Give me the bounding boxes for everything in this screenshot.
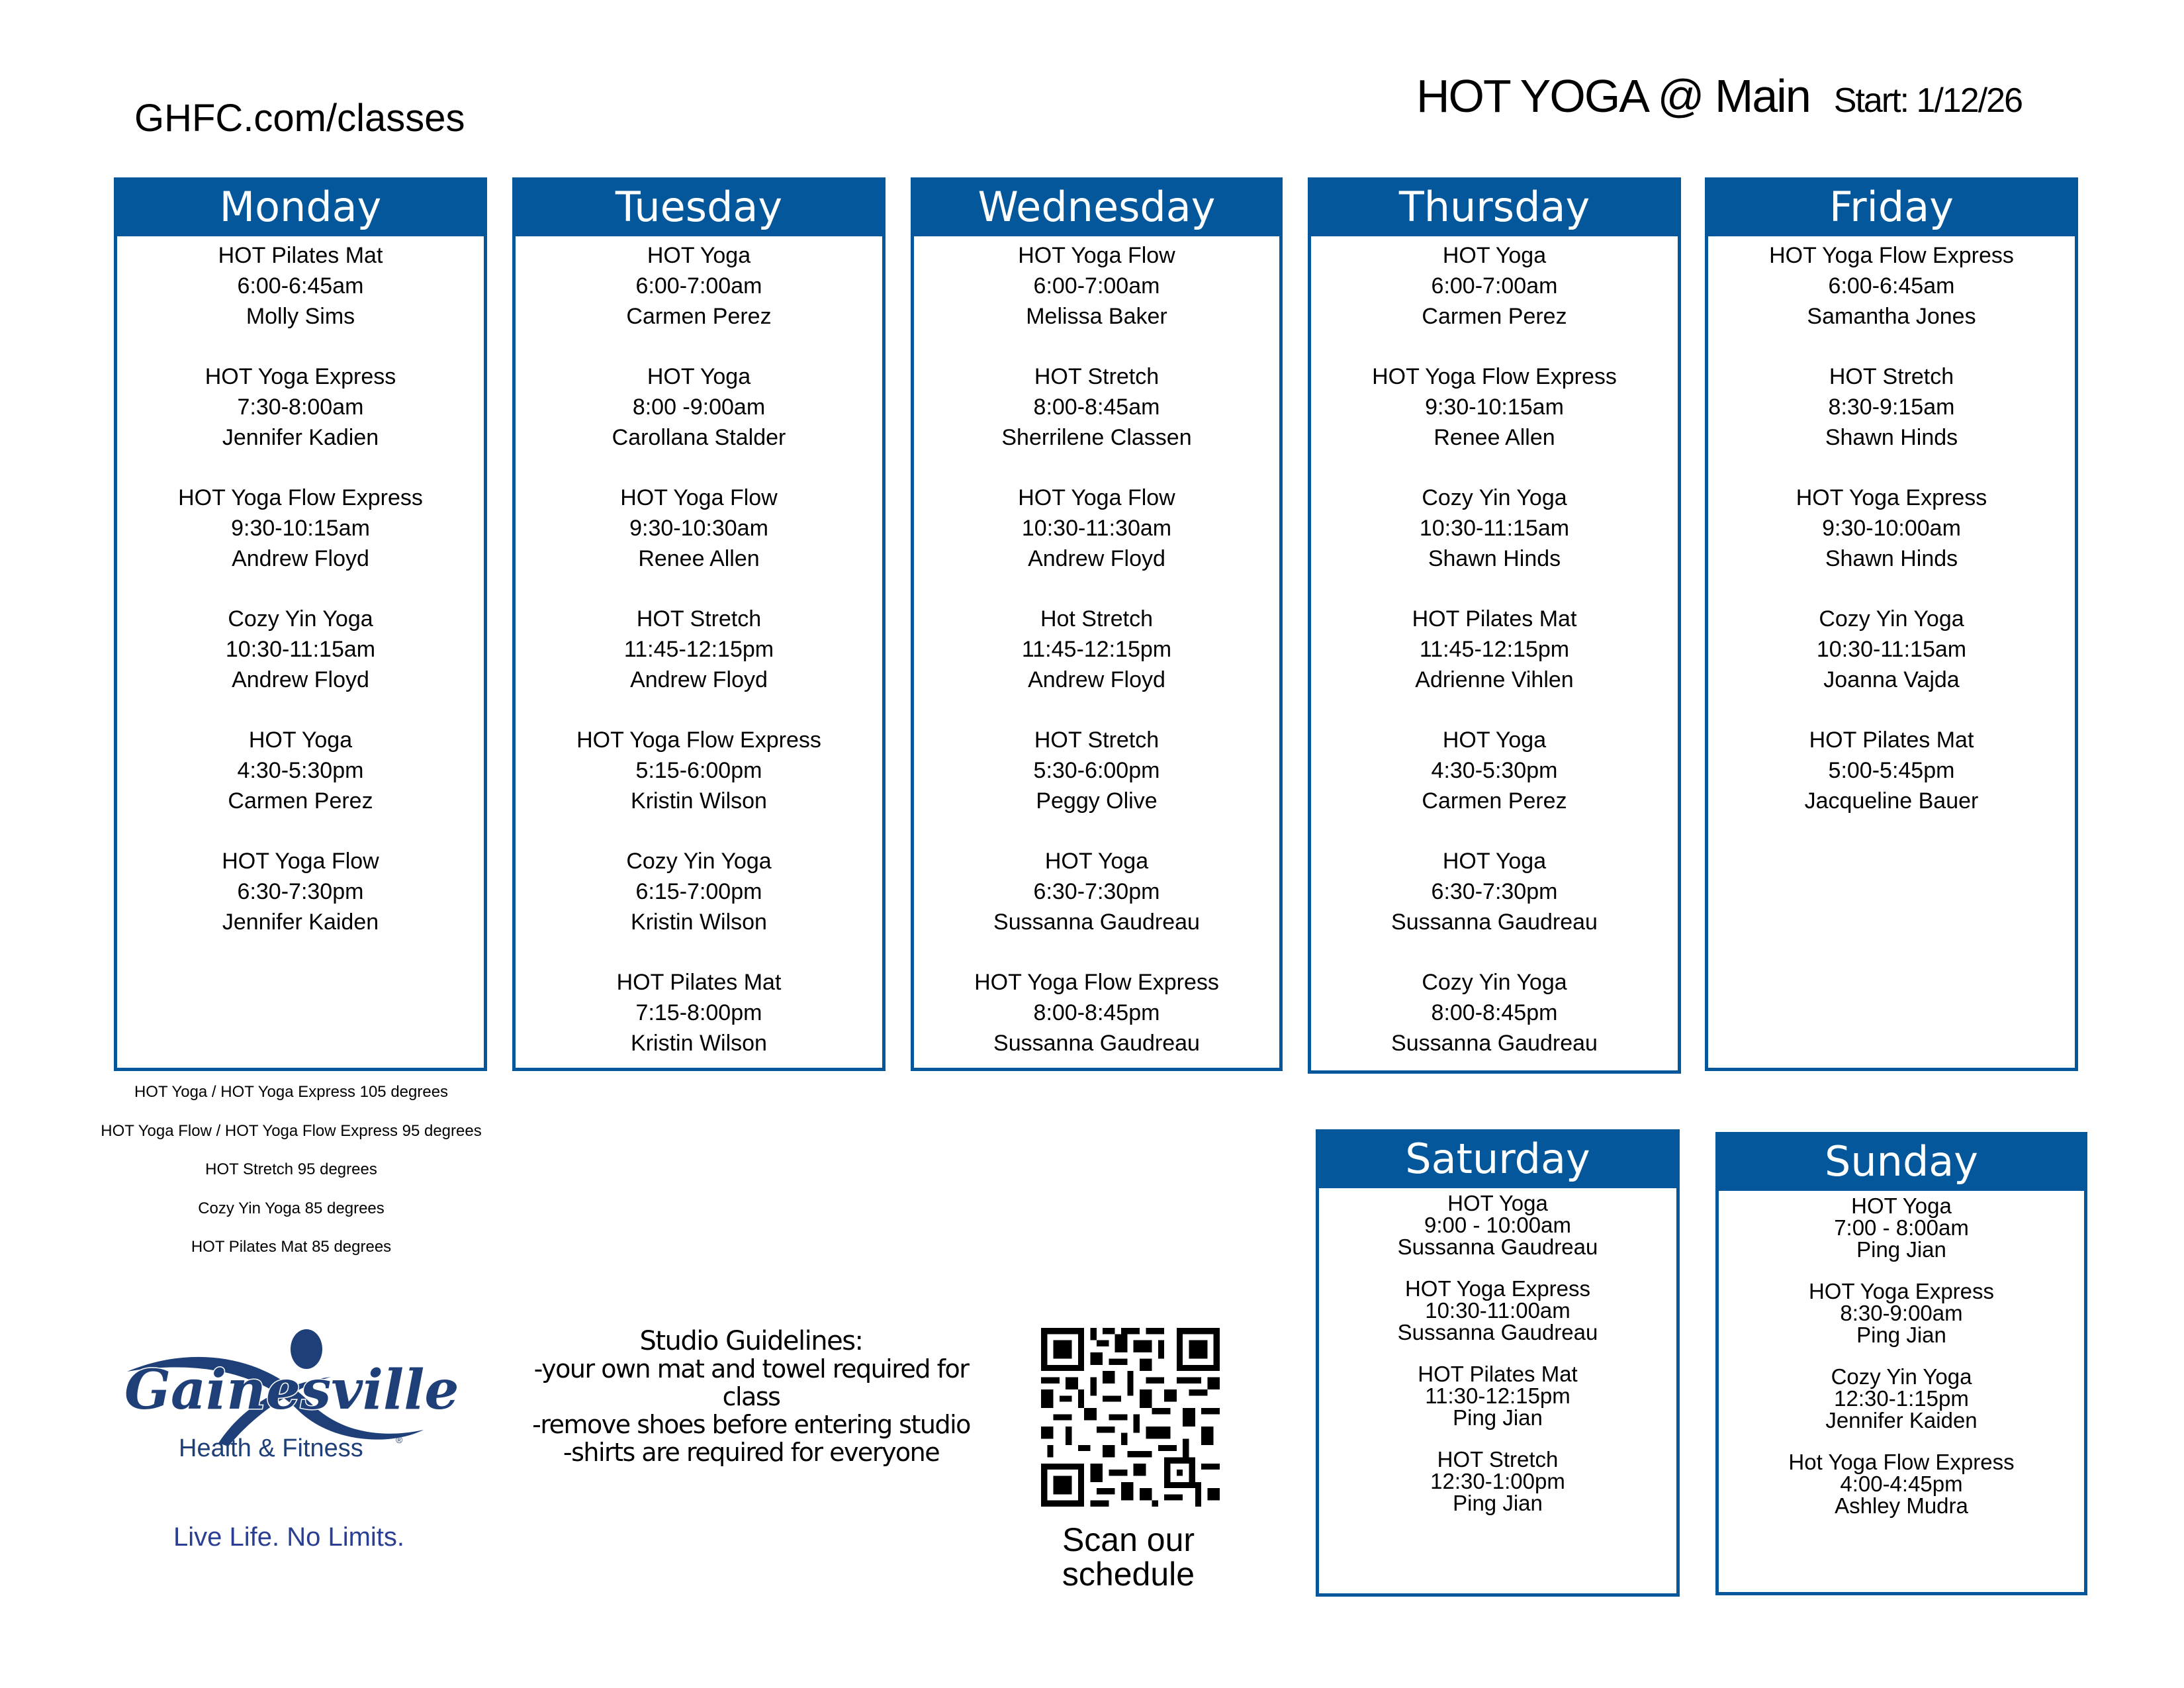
tagline: Live Life. No Limits. <box>173 1523 405 1552</box>
class-title: HOT Yoga Flow Express <box>178 485 423 510</box>
class-entry <box>1311 240 1678 332</box>
class-entry <box>914 967 1279 1058</box>
day-header: Sunday <box>1719 1135 2084 1191</box>
class-entry <box>1719 1451 2084 1517</box>
day-header: Friday <box>1708 181 2075 236</box>
class-instructor: Peggy Olive <box>1036 788 1158 814</box>
day-card-tuesday <box>512 177 886 1071</box>
class-instructor: Ping Jian <box>1453 1491 1543 1515</box>
guidelines-heading: Studio Guidelines: <box>639 1326 863 1356</box>
class-instructor: Sussanna Gaudreau <box>993 1031 1200 1056</box>
class-instructor: Renee Allen <box>1433 425 1555 450</box>
class-time: 10:30-11:00am <box>1425 1298 1570 1323</box>
class-title: HOT Yoga <box>647 243 751 268</box>
class-entry <box>1311 483 1678 574</box>
class-entry <box>1311 967 1678 1058</box>
class-list <box>1319 1188 1676 1514</box>
class-time: 10:30-11:15am <box>1816 637 1967 662</box>
class-instructor: Sussanna Gaudreau <box>1391 910 1598 935</box>
class-time: 5:15-6:00pm <box>635 758 762 783</box>
qr-caption <box>1032 1523 1224 1591</box>
class-entry <box>516 725 882 816</box>
class-entry <box>1708 361 2075 453</box>
class-title: Cozy Yin Yoga <box>1422 970 1567 995</box>
class-time: 7:15-8:00pm <box>635 1000 762 1025</box>
day-header: Thursday <box>1311 181 1678 236</box>
class-entry <box>1708 483 2075 574</box>
class-instructor: Jennifer Kaiden <box>1825 1408 1978 1432</box>
class-instructor: Ping Jian <box>1453 1405 1543 1430</box>
class-instructor: Jacqueline Bauer <box>1804 788 1979 814</box>
class-list <box>914 236 1279 1058</box>
day-header: Saturday <box>1319 1133 1676 1188</box>
temperature-item: HOT Stretch 95 degrees <box>205 1160 377 1178</box>
class-time: 7:00 - 8:00am <box>1834 1215 1969 1240</box>
figure-swoosh-icon <box>113 1324 483 1463</box>
class-entry <box>914 604 1279 695</box>
class-time: 6:15-7:00pm <box>635 879 762 904</box>
class-entry <box>914 725 1279 816</box>
temperature-item: HOT Yoga Flow / HOT Yoga Flow Express 95 degrees <box>101 1121 482 1140</box>
day-card-sunday <box>1715 1132 2087 1595</box>
class-title: HOT Stretch <box>1034 727 1160 753</box>
class-instructor: Sussanna Gaudreau <box>1397 1320 1598 1344</box>
class-time: 4:30-5:30pm <box>1431 758 1558 783</box>
day-header: Wednesday <box>914 181 1279 236</box>
class-time: 5:00-5:45pm <box>1828 758 1955 783</box>
class-title: HOT Yoga Express <box>1808 1279 1995 1303</box>
class-time: 8:00-8:45am <box>1033 395 1160 420</box>
class-entry <box>516 604 882 695</box>
class-entry <box>1319 1192 1676 1258</box>
class-instructor: Carmen Perez <box>1422 304 1567 329</box>
class-entry <box>516 967 882 1058</box>
class-entry <box>1708 604 2075 695</box>
class-instructor: Carmen Perez <box>626 304 772 329</box>
class-entry <box>1708 240 2075 332</box>
day-card-saturday <box>1316 1129 1680 1597</box>
class-instructor: Sussanna Gaudreau <box>993 910 1200 935</box>
qr-caption-line: schedule <box>1062 1556 1195 1593</box>
class-list <box>1719 1191 2084 1517</box>
class-time: 7:30-8:00am <box>237 395 364 420</box>
class-time: 8:00 -9:00am <box>632 395 766 420</box>
class-time: 8:30-9:15am <box>1828 395 1955 420</box>
class-title: HOT Yoga Flow Express <box>576 727 821 753</box>
class-list <box>516 236 882 1058</box>
temperature-item: HOT Pilates Mat 85 degrees <box>191 1238 392 1256</box>
studio-guidelines <box>516 1327 986 1466</box>
class-time: 6:30-7:30pm <box>1033 879 1160 904</box>
class-time: 5:30-6:00pm <box>1033 758 1160 783</box>
day-card-friday <box>1705 177 2078 1071</box>
class-instructor: Shawn Hinds <box>1825 425 1958 450</box>
class-time: 11:45-12:15pm <box>623 637 774 662</box>
class-instructor: Carmen Perez <box>1422 788 1567 814</box>
class-title: HOT Yoga Flow <box>1018 485 1175 510</box>
class-title: HOT Pilates Mat <box>1412 606 1577 632</box>
class-time: 4:00-4:45pm <box>1840 1472 1963 1496</box>
class-instructor: Molly Sims <box>246 304 355 329</box>
class-instructor: Carollana Stalder <box>612 425 786 450</box>
class-title: Cozy Yin Yoga <box>1422 485 1567 510</box>
class-time: 11:45-12:15pm <box>1021 637 1172 662</box>
class-entry <box>1311 361 1678 453</box>
class-instructor: Adrienne Vihlen <box>1415 667 1574 692</box>
class-entry <box>1319 1448 1676 1514</box>
class-title: HOT Stretch <box>636 606 762 632</box>
temperature-item: Cozy Yin Yoga 85 degrees <box>198 1199 385 1217</box>
class-time: 9:00 - 10:00am <box>1424 1213 1571 1237</box>
class-entry <box>516 846 882 937</box>
class-instructor: Sussanna Gaudreau <box>1391 1031 1598 1056</box>
class-entry <box>516 240 882 332</box>
class-time: 12:30-1:15pm <box>1834 1386 1969 1411</box>
class-title: Cozy Yin Yoga <box>1819 606 1964 632</box>
class-entry <box>516 483 882 574</box>
class-time: 10:30-11:15am <box>225 637 376 662</box>
class-instructor: Kristin Wilson <box>631 788 767 814</box>
qr-caption-line: Scan our <box>1062 1521 1195 1558</box>
temperature-legend <box>73 1082 510 1276</box>
svg-text:®: ® <box>396 1434 403 1445</box>
class-title: HOT Yoga Flow Express <box>1372 364 1617 389</box>
class-title: Cozy Yin Yoga <box>626 849 772 874</box>
class-time: 12:30-1:00pm <box>1430 1469 1565 1493</box>
class-time: 8:30-9:00am <box>1840 1301 1963 1325</box>
class-time: 9:30-10:00am <box>1822 516 1961 541</box>
class-entry <box>117 604 484 695</box>
class-title: HOT Yoga <box>1442 849 1547 874</box>
class-instructor: Andrew Floyd <box>1028 667 1165 692</box>
class-title: HOT Pilates Mat <box>218 243 383 268</box>
class-title: HOT Yoga Express <box>1796 485 1987 510</box>
class-title: HOT Stretch <box>1829 364 1954 389</box>
class-instructor: Andrew Floyd <box>1028 546 1165 571</box>
class-instructor: Ping Jian <box>1856 1323 1946 1347</box>
svg-text:Health & Fitness: Health & Fitness <box>179 1434 363 1462</box>
svg-text:Gainesville: Gainesville <box>124 1358 459 1422</box>
class-entry <box>117 483 484 574</box>
class-title: HOT Yoga Flow <box>222 849 379 874</box>
class-time: 9:30-10:30am <box>629 516 768 541</box>
class-instructor: Joanna Vajda <box>1823 667 1960 692</box>
class-title: HOT Yoga <box>647 364 751 389</box>
class-title: Cozy Yin Yoga <box>1831 1364 1972 1389</box>
class-instructor: Ping Jian <box>1856 1237 1946 1262</box>
class-instructor: Kristin Wilson <box>631 910 767 935</box>
day-card-wednesday <box>911 177 1283 1071</box>
class-title: HOT Yoga Express <box>1404 1276 1591 1301</box>
class-entry <box>1708 725 2075 816</box>
class-entry <box>1319 1278 1676 1343</box>
class-instructor: Carmen Perez <box>228 788 373 814</box>
page-title <box>1416 70 2022 122</box>
class-instructor: Shawn Hinds <box>1825 546 1958 571</box>
class-instructor: Renee Allen <box>638 546 760 571</box>
class-title: HOT Yoga <box>1442 243 1547 268</box>
class-entry <box>1719 1280 2084 1346</box>
class-time: 10:30-11:30am <box>1021 516 1172 541</box>
class-title: HOT Yoga <box>1447 1191 1548 1215</box>
class-title: HOT Yoga Flow Express <box>1769 243 2014 268</box>
class-instructor: Shawn Hinds <box>1428 546 1561 571</box>
class-time: 11:30-12:15pm <box>1425 1383 1570 1408</box>
class-time: 9:30-10:15am <box>231 516 370 541</box>
class-instructor: Andrew Floyd <box>232 546 369 571</box>
class-title: HOT Yoga Flow <box>1018 243 1175 268</box>
class-title: HOT Yoga <box>1442 727 1547 753</box>
class-time: 11:45-12:15pm <box>1419 637 1570 662</box>
class-entry <box>117 361 484 453</box>
class-title: HOT Pilates Mat <box>1809 727 1974 753</box>
class-entry <box>1319 1363 1676 1429</box>
temperature-item: HOT Yoga / HOT Yoga Express 105 degrees <box>134 1083 449 1101</box>
class-entry <box>1311 604 1678 695</box>
start-date: Start: 1/12/26 <box>1833 81 2022 120</box>
class-entry <box>914 846 1279 937</box>
guideline-item: -shirts are required for everyone <box>563 1438 940 1467</box>
class-instructor: Samantha Jones <box>1807 304 1976 329</box>
class-instructor: Melissa Baker <box>1026 304 1167 329</box>
class-time: 6:00-7:00am <box>635 273 762 299</box>
class-instructor: Sussanna Gaudreau <box>1397 1235 1598 1259</box>
class-entry <box>914 361 1279 453</box>
class-entry <box>117 240 484 332</box>
class-entry <box>1311 846 1678 937</box>
class-instructor: Jennifer Kaiden <box>222 910 379 935</box>
class-instructor: Andrew Floyd <box>232 667 369 692</box>
class-title: HOT Pilates Mat <box>1418 1362 1578 1386</box>
class-time: 6:30-7:30pm <box>1431 879 1558 904</box>
class-entry <box>117 846 484 937</box>
class-entry <box>1719 1366 2084 1431</box>
class-instructor: Andrew Floyd <box>630 667 768 692</box>
guideline-item: -remove shoes before entering studio <box>532 1410 970 1439</box>
class-time: 9:30-10:15am <box>1425 395 1564 420</box>
class-time: 6:00-7:00am <box>1033 273 1160 299</box>
class-list <box>117 236 484 937</box>
class-entry <box>1311 725 1678 816</box>
class-list <box>1708 236 2075 816</box>
class-title: HOT Yoga Flow <box>620 485 778 510</box>
class-time: 10:30-11:15am <box>1419 516 1570 541</box>
day-header: Monday <box>117 181 484 236</box>
day-card-thursday <box>1308 177 1681 1074</box>
class-entry <box>914 240 1279 332</box>
class-title: HOT Stretch <box>1437 1447 1559 1472</box>
class-instructor: Sherrilene Classen <box>1001 425 1192 450</box>
class-entry <box>516 361 882 453</box>
class-title: HOT Yoga <box>248 727 353 753</box>
title-text: HOT YOGA @ Main <box>1416 70 1810 122</box>
class-time: 6:00-7:00am <box>1431 273 1558 299</box>
day-card-monday <box>114 177 487 1071</box>
class-title: Cozy Yin Yoga <box>228 606 373 632</box>
class-entry <box>117 725 484 816</box>
class-time: 6:00-6:45am <box>237 273 364 299</box>
class-instructor: Ashley Mudra <box>1835 1493 1968 1518</box>
class-title: HOT Yoga Flow Express <box>974 970 1219 995</box>
class-instructor: Jennifer Kadien <box>222 425 379 450</box>
class-title: HOT Yoga <box>1851 1194 1952 1218</box>
class-title: HOT Stretch <box>1034 364 1160 389</box>
gainesville-logo <box>113 1324 483 1463</box>
class-list <box>1311 236 1678 1058</box>
guideline-item: -your own mat and towel required for class <box>533 1354 969 1411</box>
class-time: 6:00-6:45am <box>1828 273 1955 299</box>
class-time: 8:00-8:45pm <box>1033 1000 1160 1025</box>
day-header: Tuesday <box>516 181 882 236</box>
class-entry <box>914 483 1279 574</box>
class-title: Hot Yoga Flow Express <box>1788 1450 2015 1474</box>
site-url[interactable]: GHFC.com/classes <box>134 97 465 140</box>
class-time: 4:30-5:30pm <box>237 758 364 783</box>
qr-code-icon[interactable] <box>1041 1328 1220 1507</box>
class-instructor: Kristin Wilson <box>631 1031 767 1056</box>
class-title: HOT Pilates Mat <box>616 970 782 995</box>
class-time: 8:00-8:45pm <box>1431 1000 1558 1025</box>
class-time: 6:30-7:30pm <box>237 879 364 904</box>
class-title: HOT Yoga <box>1044 849 1149 874</box>
class-title: Hot Stretch <box>1040 606 1154 632</box>
class-entry <box>1719 1195 2084 1260</box>
class-title: HOT Yoga Express <box>205 364 396 389</box>
